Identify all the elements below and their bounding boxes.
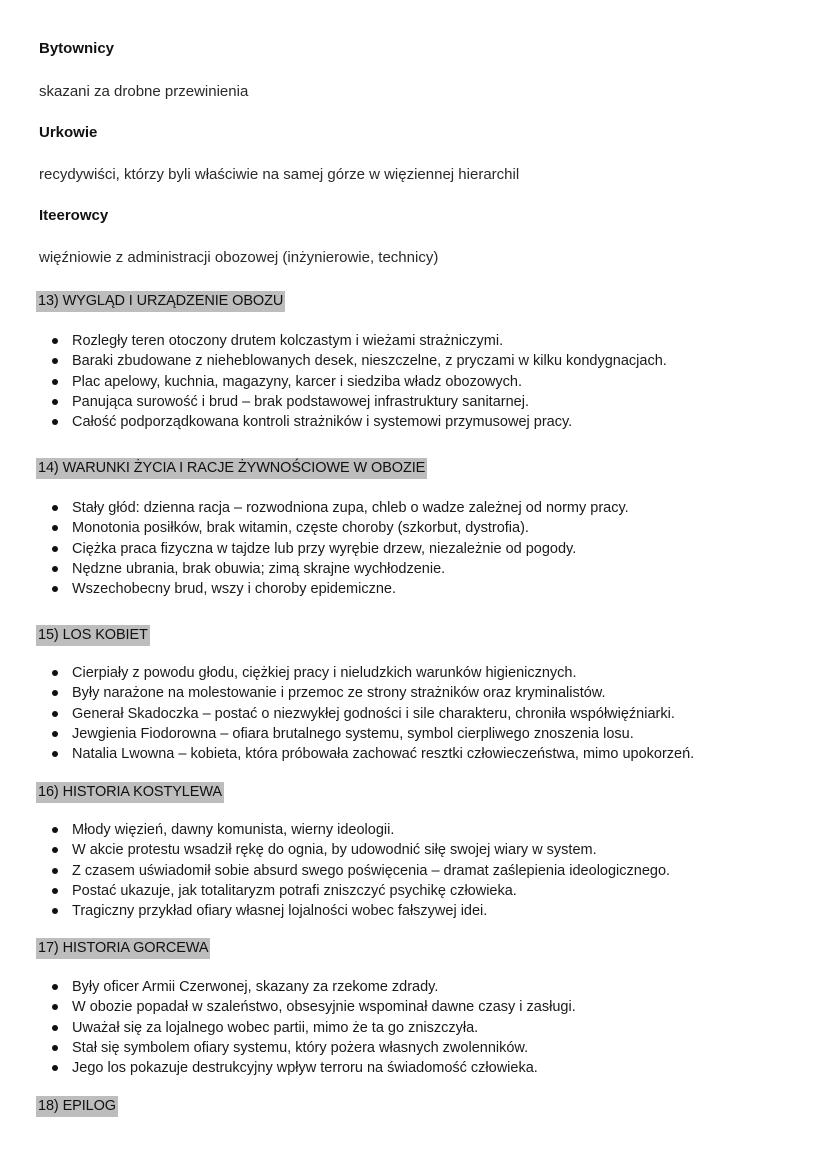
list-item: Z czasem uświadomił sobie absurd swego poświęcenia – dramat zaślepienia ideologicznego.	[50, 861, 820, 881]
list-item: Były narażone na molestowanie i przemoc ze strony strażników oraz kryminalistów.	[50, 683, 820, 703]
list-item: Baraki zbudowane z nieheblowanych desek, nieszczelne, z pryczami w kilku kondygnacjach.	[50, 351, 820, 371]
term-definition: skazani za drobne przewinienia	[39, 83, 249, 100]
list-item: Jewgienia Fiodorowna – ofiara brutalnego systemu, symbol cierpliwego znoszenia losu.	[50, 724, 820, 744]
list-item: Natalia Lwowna – kobieta, która próbowała zachować resztki człowieczeństwa, mimo upokorzeń.	[50, 744, 820, 764]
list-item: Młody więzień, dawny komunista, wierny ideologii.	[50, 820, 820, 840]
section-heading: 15) LOS KOBIET	[36, 625, 150, 646]
section-heading: 18) EPILOG	[36, 1096, 118, 1117]
list-item: Całość podporządkowana kontroli strażników i systemowi przymusowej pracy.	[50, 412, 820, 432]
bullet-list	[50, 331, 820, 432]
list-item: Tragiczny przykład ofiary własnej lojalności wobec fałszywej idei.	[50, 901, 820, 921]
list-item: Cierpiały z powodu głodu, ciężkiej pracy i nieludzkich warunków higienicznych.	[50, 663, 820, 683]
section-heading: 16) HISTORIA KOSTYLEWA	[36, 782, 224, 803]
list-item: Stał się symbolem ofiary systemu, który pożera własnych zwolenników.	[50, 1038, 820, 1058]
list-item: Jego los pokazuje destrukcyjny wpływ terroru na świadomość człowieka.	[50, 1058, 820, 1078]
list-item: Plac apelowy, kuchnia, magazyny, karcer i siedziba władz obozowych.	[50, 372, 820, 392]
section-heading: 14) WARUNKI ŻYCIA I RACJE ŻYWNOŚCIOWE W OBOZIE	[36, 458, 427, 479]
term-title: Urkowie	[39, 124, 98, 141]
term-title: Iteerowcy	[39, 207, 109, 224]
term-title: Bytownicy	[39, 40, 115, 57]
list-item: Wszechobecny brud, wszy i choroby epidemiczne.	[50, 579, 820, 599]
list-item: Postać ukazuje, jak totalitaryzm potrafi zniszczyć psychikę człowieka.	[50, 881, 820, 901]
list-item: W akcie protestu wsadził rękę do ognia, by udowodnić siłę swojej wiary w system.	[50, 840, 820, 860]
bullet-list	[50, 663, 820, 764]
bullet-list	[50, 977, 820, 1078]
term-definition: więźniowie z administracji obozowej (inżynierowie, technicy)	[39, 249, 439, 266]
list-item: Ciężka praca fizyczna w tajdze lub przy wyrębie drzew, niezależnie od pogody.	[50, 539, 820, 559]
bullet-list	[50, 820, 820, 921]
list-item: Panująca surowość i brud – brak podstawowej infrastruktury sanitarnej.	[50, 392, 820, 412]
section-heading: 13) WYGLĄD I URZĄDZENIE OBOZU	[36, 291, 285, 312]
list-item: Nędzne ubrania, brak obuwia; zimą skrajne wychłodzenie.	[50, 559, 820, 579]
section-heading: 17) HISTORIA GORCEWA	[36, 938, 210, 959]
list-item: W obozie popadał w szaleństwo, obsesyjnie wspominał dawne czasy i zasługi.	[50, 997, 820, 1017]
list-item: Generał Skadoczka – postać o niezwykłej godności i sile charakteru, chroniła współwięźniarki.	[50, 704, 820, 724]
list-item: Były oficer Armii Czerwonej, skazany za rzekome zdrady.	[50, 977, 820, 997]
list-item: Rozległy teren otoczony drutem kolczastym i wieżami strażniczymi.	[50, 331, 820, 351]
list-item: Stały głód: dzienna racja – rozwodniona zupa, chleb o wadze zależnej od normy pracy.	[50, 498, 820, 518]
term-definition: recydywiści, którzy byli właściwie na samej górze w więziennej hierarchil	[39, 166, 520, 183]
list-item: Monotonia posiłków, brak witamin, częste choroby (szkorbut, dystrofia).	[50, 518, 820, 538]
bullet-list	[50, 498, 820, 599]
list-item: Uważał się za lojalnego wobec partii, mimo że ta go zniszczyła.	[50, 1018, 820, 1038]
